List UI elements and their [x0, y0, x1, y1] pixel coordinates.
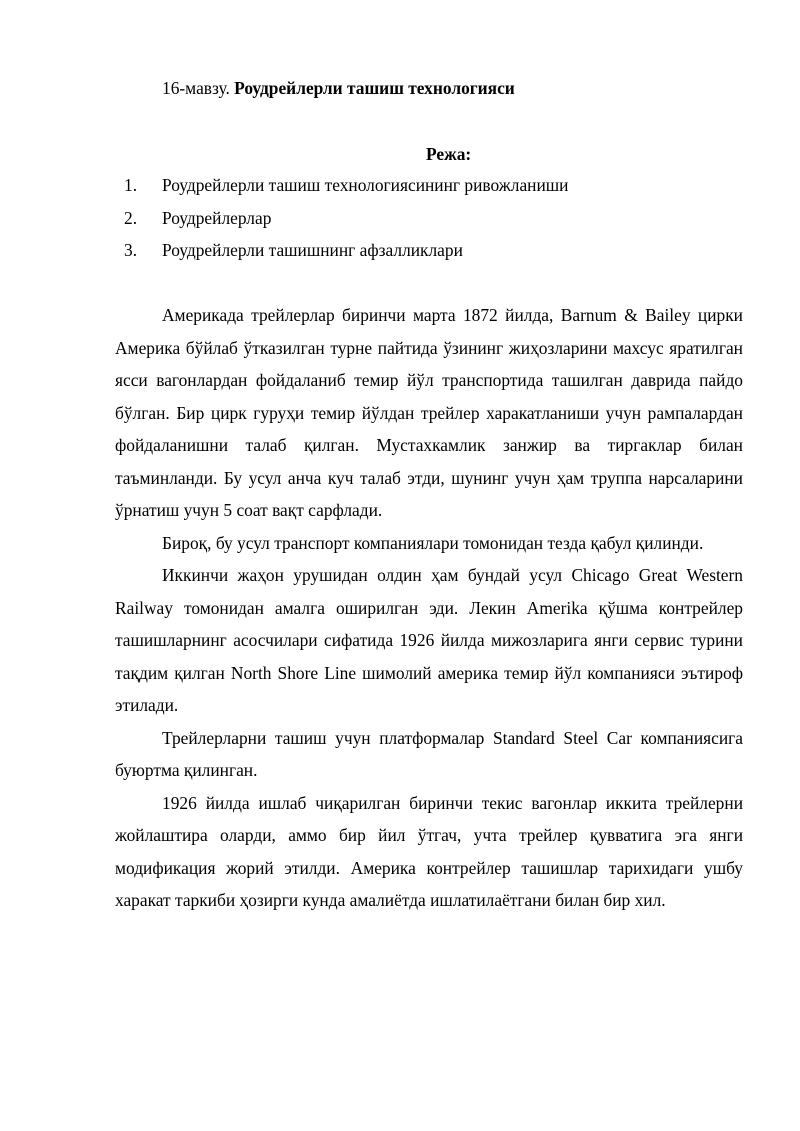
plan-item-1 — [115, 172, 743, 205]
plan-item-text: Роудрейлерлар — [162, 207, 272, 228]
paragraph-2: Бироқ, бу усул транспорт компаниялари томонидан тезда қабул қилинди. — [162, 532, 704, 553]
plan-item-2 — [115, 205, 743, 238]
plan-item-number: 3. — [124, 240, 138, 260]
plan-item-3 — [115, 237, 743, 270]
plan-title: Режа: — [426, 144, 472, 164]
topic-title: Роудрейлерли ташиш технологияси — [234, 78, 515, 98]
body-text — [115, 299, 743, 917]
plan-item-number: 2. — [124, 207, 138, 228]
paragraph-3: Иккинчи жаҳон урушидан олдин ҳам бундай усул Chicago Great Western Railway томонидан амалга оширилган эди. Лекин Amerika қўшма контрейлер ташишларнинг асосчилари сифатида 1926 йилда мижозларига янги сервис турини тақдим қилган North Shore Line шимолий америка темир йўл компанияси эътироф этилади. — [115, 565, 743, 715]
paragraph-1: Америкада трейлерлар биринчи марта 1872 йилда, Barnum & Bailey цирки Америка бўйлаб ўтказилган турне пайтида ўзининг жиҳозларини махсус яратилган ясси вагонлардан фойдаланиб темир йўл транспортида ташилган даврида пайдо бўлган. Бир цирк гуруҳи темир йўлдан трейлер харакатланиши учун рампалардан фойдаланишни талаб қилган. Мустахкамлик занжир ва тиргаклар билан таъминланди. Бу усул анча куч талаб этди, шунинг учун ҳам труппа нарсаларини ўрнатиш учун 5 соат вақт сарфлади. — [115, 305, 743, 520]
topic-heading — [162, 76, 515, 100]
paragraph-5: 1926 йилда ишлаб чиқарилган биринчи текис вагонлар иккита трейлерни жойлаштира оларди, аммо бир йил ўтгач, учта трейлер қувватига эга янги модификация жорий этилди. Америка контрейлер ташишлар тарихидаги ушбу харакат таркиби ҳозирги кунда амалиётда ишлатилаётгани билан бир хил. — [115, 792, 743, 910]
plan-item-text: Роудрейлерли ташишнинг афзалликлари — [162, 240, 463, 260]
paragraph-4: Трейлерларни ташиш учун платформалар Standard Steel Car компаниясига буюртма қилинган. — [115, 727, 743, 780]
topic-number: 16-мавзу. — [162, 78, 230, 98]
plan-item-text: Роудрейлерли ташиш технологиясининг ривожланиши — [162, 175, 569, 195]
plan-item-number: 1. — [124, 175, 138, 195]
plan-list — [115, 172, 743, 270]
